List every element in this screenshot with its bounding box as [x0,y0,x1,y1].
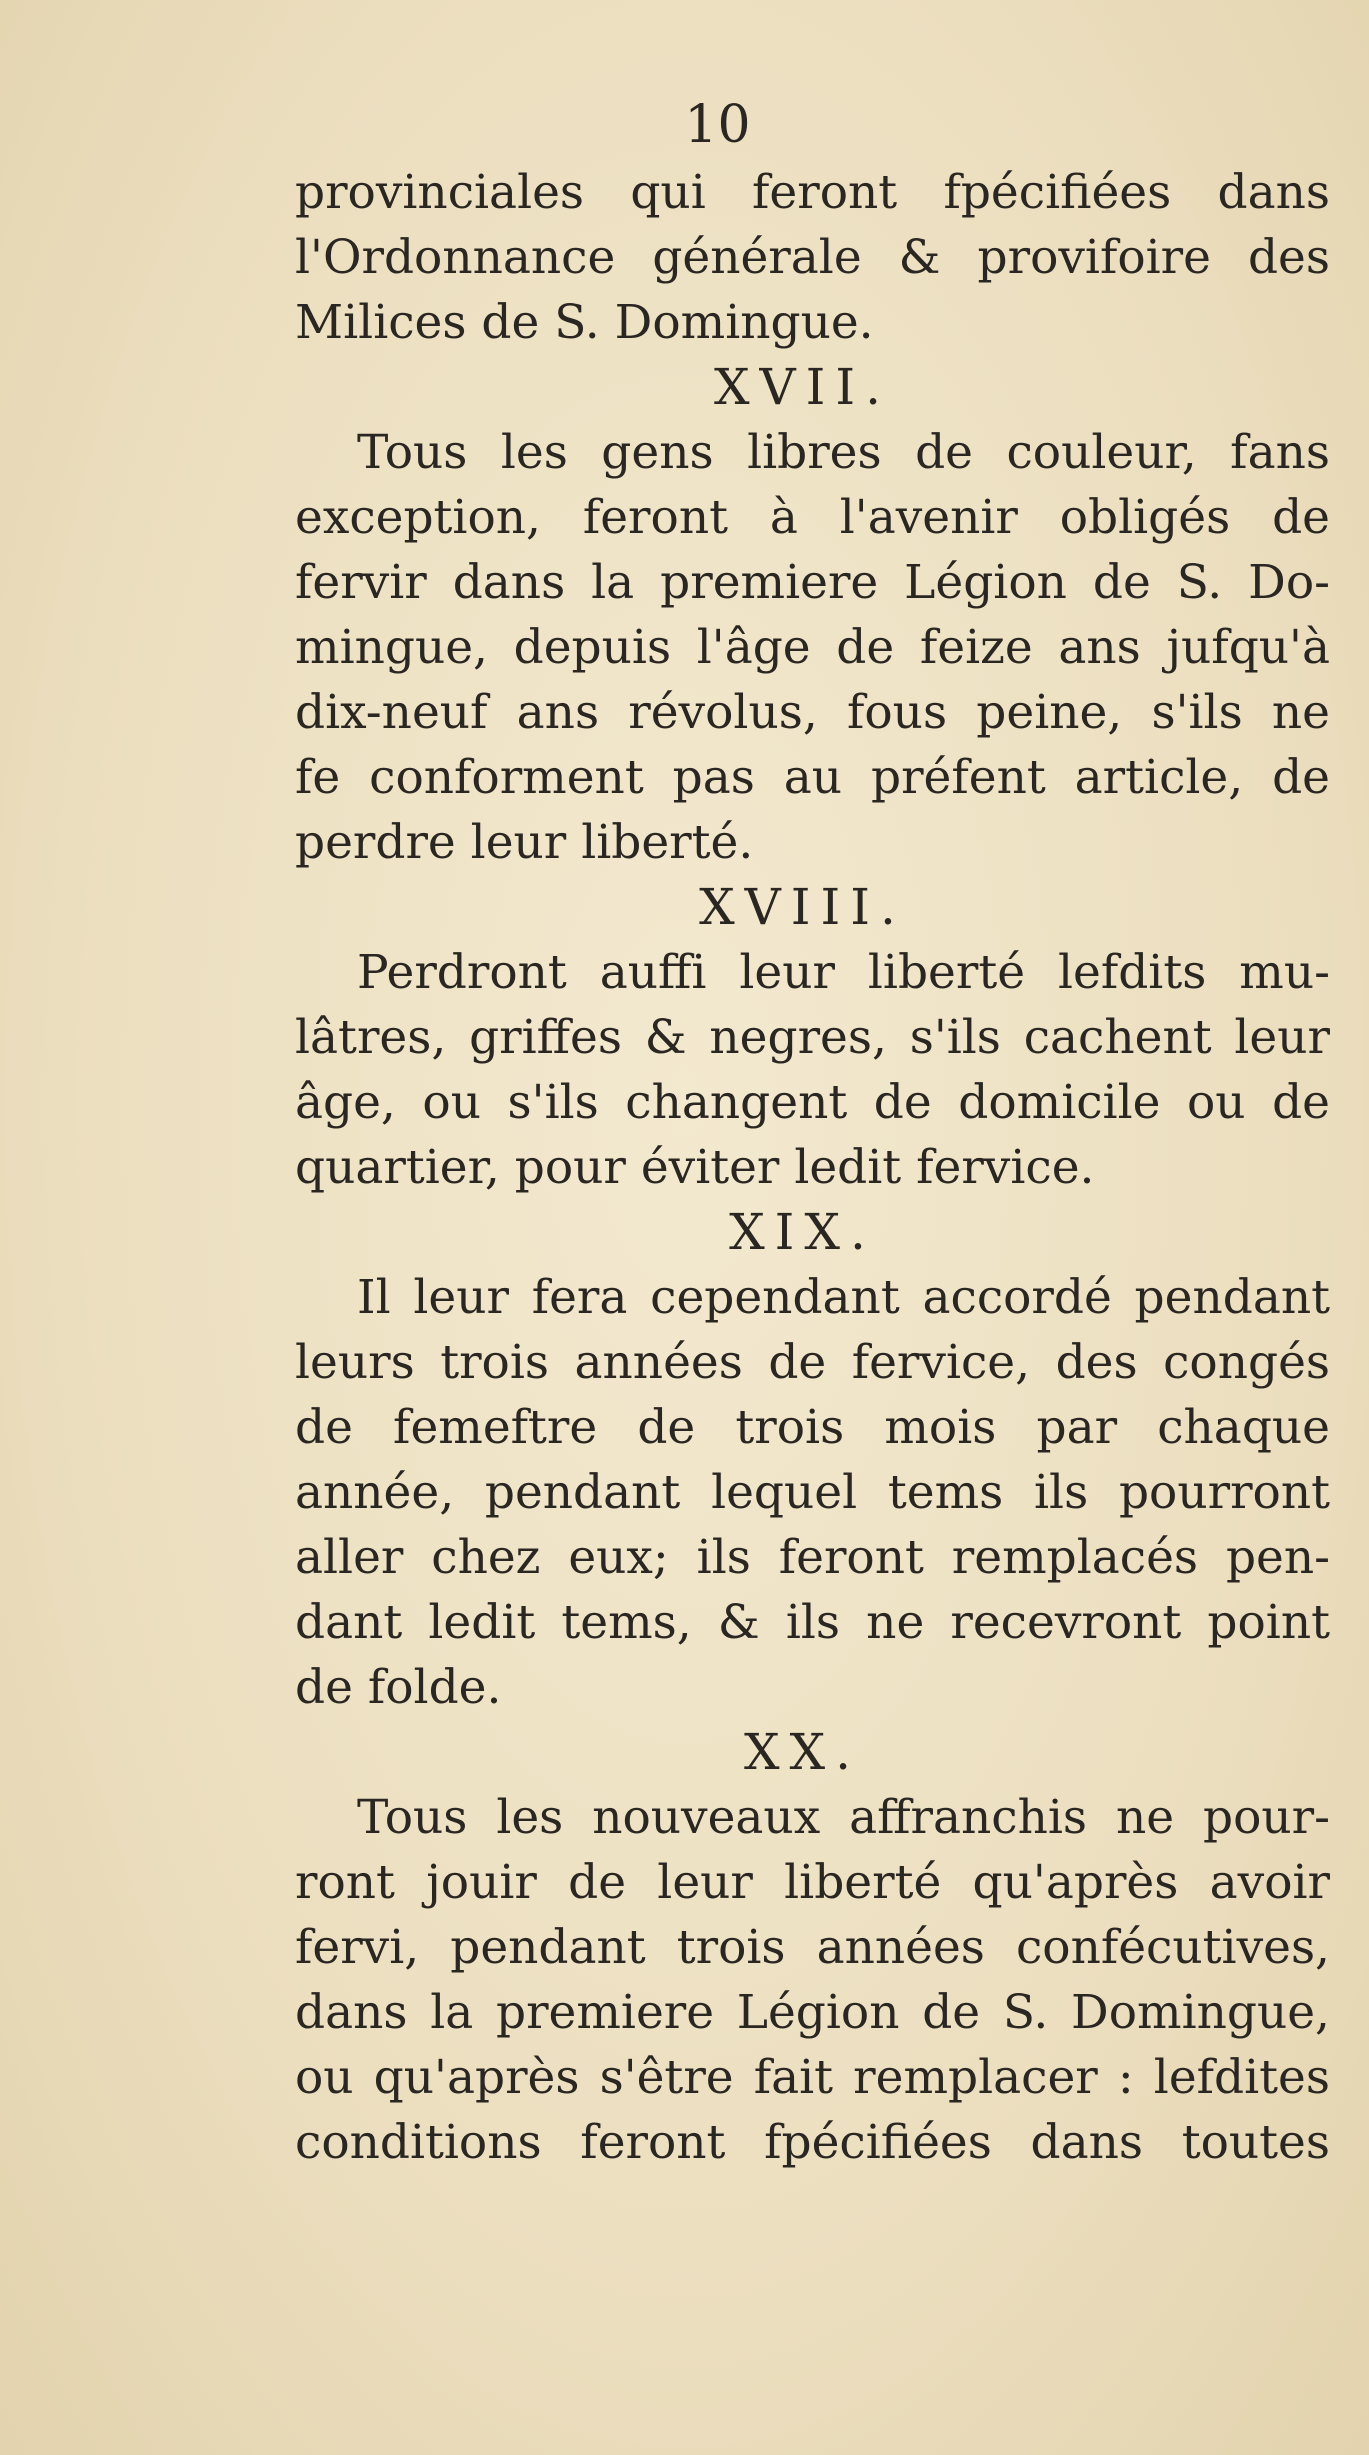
text-line: de femeftre de trois mois par chaque [295,1400,1330,1455]
text-line: Il leur fera cependant accordé pendant [357,1270,1330,1325]
text-line: l'Ordonnance générale & provifoire des [295,230,1330,285]
text-line: Perdront auffi leur liberté lefdits mu- [357,945,1330,1000]
article-heading-xviii: XVIII. [699,878,906,936]
text-line: provinciales qui feront fpécifiées dans [295,165,1330,220]
text-line: leurs trois années de fervice, des congés [295,1335,1330,1390]
text-line: perdre leur liberté. [295,815,754,870]
text-line: exception, feront à l'avenir obligés de [295,490,1330,545]
text-line: lâtres, griffes & negres, s'ils cachent leur [295,1010,1330,1065]
text-line: fervi, pendant trois années confécutives, [295,1920,1330,1975]
text-line: fe conforment pas au préfent article, de [295,750,1330,805]
text-line: de folde. [295,1660,502,1715]
text-line: Tous les gens libres de couleur, fans [357,425,1330,480]
text-line: aller chez eux; ils feront remplacés pen- [295,1530,1330,1585]
text-line: fervir dans la premiere Légion de S. Do- [295,555,1330,610]
text-line: ou qu'après s'être fait remplacer : lefdites [295,2050,1330,2105]
text-line: année, pendant lequel tems ils pourront [295,1465,1330,1520]
page-number: 10 [684,95,751,155]
text-line: dans la premiere Légion de S. Domingue, [295,1985,1330,2040]
article-heading-xx: XX. [743,1723,862,1781]
text-line: ront jouir de leur liberté qu'après avoir [295,1855,1330,1910]
text-line: Tous les nouveaux affranchis ne pour- [357,1790,1330,1845]
text-line: dant ledit tems, & ils ne recevront point [295,1595,1330,1650]
text-line: conditions feront fpécifiées dans toutes [295,2115,1330,2170]
article-heading-xix: XIX. [729,1203,876,1261]
text-line: dix-neuf ans révolus, fous peine, s'ils ne [295,685,1330,740]
text-line: âge, ou s'ils changent de domicile ou de [295,1075,1330,1130]
page-text [295,95,1330,2175]
text-line: Milices de S. Domingue. [295,295,874,350]
text-line: mingue, depuis l'âge de feize ans jufqu'à [295,620,1330,675]
article-heading-xvii: XVII. [713,358,892,416]
text-line: quartier, pour éviter ledit fervice. [295,1140,1095,1195]
